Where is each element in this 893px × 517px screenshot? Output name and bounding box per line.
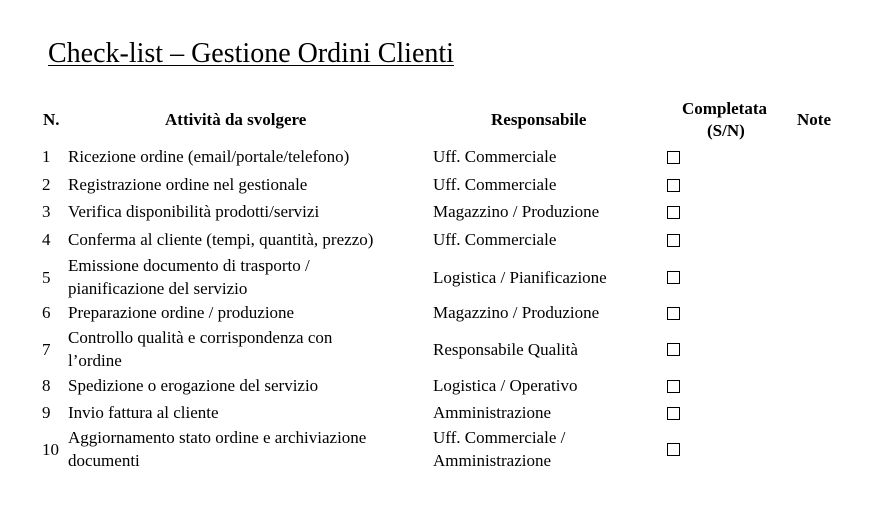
completed-checkbox[interactable] — [667, 234, 680, 247]
activity-text: Spedizione o erogazione del servizio — [68, 376, 319, 395]
row-number: 2 — [42, 175, 51, 194]
activity-text: Controllo qualità e corrispondenza con l’ordine — [68, 328, 333, 370]
owner-text: Uff. Commerciale — [433, 230, 557, 249]
owner-text: Amministrazione — [433, 403, 552, 422]
row-number: 10 — [42, 439, 59, 459]
row-number: 3 — [42, 202, 51, 221]
owner-text: Logistica / Pianificazione — [433, 267, 607, 287]
completed-checkbox[interactable] — [667, 206, 680, 219]
completed-checkbox[interactable] — [667, 151, 680, 164]
activity-text: Invio fattura al cliente — [68, 403, 219, 422]
document-title: Check-list – Gestione Ordini Clienti — [48, 38, 454, 69]
row-number: 4 — [42, 230, 51, 249]
row-number: 1 — [42, 147, 51, 166]
activity-text: Aggiornamento stato ordine e archiviazione documenti — [68, 428, 367, 470]
activity-text: Ricezione ordine (email/portale/telefono) — [68, 147, 350, 166]
completed-checkbox[interactable] — [667, 307, 680, 320]
activity-text: Conferma al cliente (tempi, quantità, prezzo) — [68, 230, 374, 249]
row-number: 6 — [42, 303, 51, 322]
owner-text: Uff. Commerciale — [433, 147, 557, 166]
completed-checkbox[interactable] — [667, 179, 680, 192]
header-completed-sn: (S/N) — [707, 121, 745, 140]
row-number: 8 — [42, 376, 51, 395]
owner-text: Magazzino / Produzione — [433, 202, 600, 221]
completed-checkbox[interactable] — [667, 380, 680, 393]
owner-text: Magazzino / Produzione — [433, 303, 600, 322]
completed-checkbox[interactable] — [667, 407, 680, 420]
owner-text: Uff. Commerciale / Amministrazione — [433, 428, 566, 470]
activity-text: Verifica disponibilità prodotti/servizi — [68, 202, 320, 221]
completed-checkbox[interactable] — [667, 443, 680, 456]
completed-checkbox[interactable] — [667, 271, 680, 284]
row-number: 9 — [42, 403, 51, 422]
owner-text: Uff. Commerciale — [433, 175, 557, 194]
owner-text: Responsabile Qualità — [433, 339, 578, 359]
row-number: 7 — [42, 339, 51, 359]
header-completed: Completata — [682, 99, 767, 118]
activity-text: Registrazione ordine nel gestionale — [68, 175, 308, 194]
row-number: 5 — [42, 267, 51, 287]
activity-text: Preparazione ordine / produzione — [68, 303, 295, 322]
completed-checkbox[interactable] — [667, 343, 680, 356]
header-activity: Attività da svolgere — [165, 110, 307, 129]
header-notes: Note — [797, 110, 831, 129]
owner-text: Logistica / Operativo — [433, 376, 578, 395]
header-num: N. — [43, 110, 60, 129]
activity-text: Emissione documento di trasporto / pianificazione del servizio — [68, 256, 310, 298]
header-owner: Responsabile — [491, 110, 587, 129]
